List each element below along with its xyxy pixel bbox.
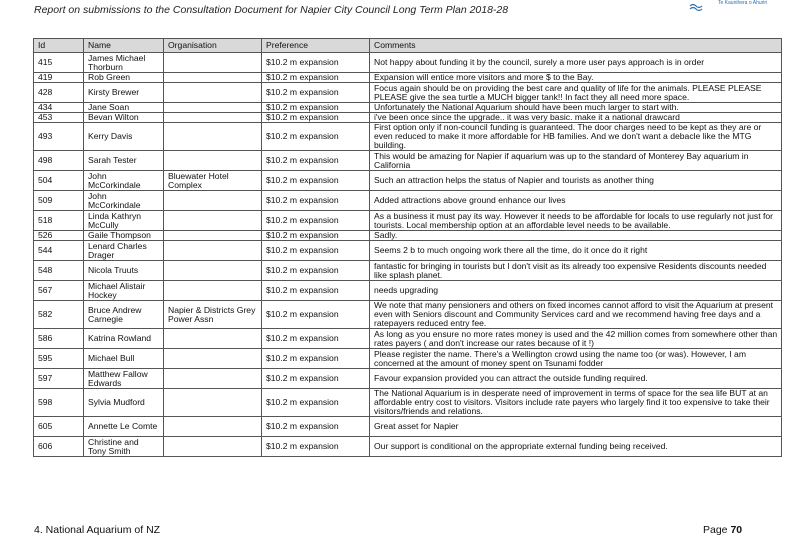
cell-comment: Favour expansion provided you can attract the outside funding required. xyxy=(370,369,782,389)
cell-comment: Added attractions above ground enhance our lives xyxy=(370,191,782,211)
cell-comment: Focus again should be on providing the best care and quality of life for the animals. PLEASE PLEASE PLEASE give the sea turtle a MUCH bigger tank!! In fact they all need more space. xyxy=(370,83,782,103)
table-row xyxy=(34,437,782,457)
cell-name: Linda Kathryn McCully xyxy=(84,211,164,231)
cell-id: 434 xyxy=(34,103,84,113)
cell-organisation xyxy=(164,417,262,437)
column-header-name: Name xyxy=(84,39,164,53)
cell-preference: $10.2 m expansion xyxy=(262,191,370,211)
cell-organisation xyxy=(164,123,262,151)
cell-name: Sarah Tester xyxy=(84,151,164,171)
cell-id: 597 xyxy=(34,369,84,389)
table-row xyxy=(34,261,782,281)
cell-id: 498 xyxy=(34,151,84,171)
cell-organisation xyxy=(164,369,262,389)
cell-name: Gaile Thompson xyxy=(84,231,164,241)
column-header-comments: Comments xyxy=(370,39,782,53)
cell-preference: $10.2 m expansion xyxy=(262,123,370,151)
cell-id: 605 xyxy=(34,417,84,437)
table-row xyxy=(34,281,782,301)
cell-organisation xyxy=(164,191,262,211)
cell-comment: Great asset for Napier xyxy=(370,417,782,437)
cell-name: Kirsty Brewer xyxy=(84,83,164,103)
cell-comment: fantastic for bringing in tourists but I don't visit as its already too expensive Residents discounts needed like splash planet. xyxy=(370,261,782,281)
cell-organisation xyxy=(164,113,262,123)
cell-name: John McCorkindale xyxy=(84,191,164,211)
page-header-title: Report on submissions to the Consultation Document for Napier City Council Long Term Plan 2018-28 xyxy=(34,4,509,16)
cell-preference: $10.2 m expansion xyxy=(262,151,370,171)
cell-preference: $10.2 m expansion xyxy=(262,329,370,349)
cell-organisation xyxy=(164,241,262,261)
cell-name: Bruce Andrew Carnegie xyxy=(84,301,164,329)
cell-id: 548 xyxy=(34,261,84,281)
table-row xyxy=(34,73,782,83)
table-row xyxy=(34,53,782,73)
table-row xyxy=(34,389,782,417)
page-number: 70 xyxy=(730,524,743,536)
cell-comment: The National Aquarium is in desperate need of improvement in terms of space for the sea life BUT at an affordable entry cost to visitors. Visitors include rate payers who largely find it too expensive to take their visitors/friends and relations. xyxy=(370,389,782,417)
cell-preference: $10.2 m expansion xyxy=(262,369,370,389)
cell-organisation xyxy=(164,53,262,73)
cell-comment: Unfortunately the National Aquarium should have been much larger to start with. xyxy=(370,103,782,113)
cell-name: Matthew Fallow Edwards xyxy=(84,369,164,389)
cell-id: 598 xyxy=(34,389,84,417)
cell-name: Lenard Charles Drager xyxy=(84,241,164,261)
cell-preference: $10.2 m expansion xyxy=(262,301,370,329)
page-label: Page xyxy=(703,524,728,536)
column-header-preference: Preference xyxy=(262,39,370,53)
logo-text: Te Kaunihera o Ahuriri xyxy=(718,0,768,6)
cell-comment: As a business it must pay its way. However it needs to be affordable for locals to use regularly not just for tourists. Local membership option at an affordable level needs to be available. xyxy=(370,211,782,231)
table-header-row xyxy=(34,39,782,53)
cell-preference: $10.2 m expansion xyxy=(262,53,370,73)
cell-organisation: Bluewater Hotel Complex xyxy=(164,171,262,191)
cell-name: Annette Le Comte xyxy=(84,417,164,437)
cell-comment: Not happy about funding it by the council, surely a more user pays approach is in order xyxy=(370,53,782,73)
cell-preference: $10.2 m expansion xyxy=(262,171,370,191)
cell-organisation xyxy=(164,437,262,457)
cell-organisation xyxy=(164,389,262,417)
cell-id: 595 xyxy=(34,349,84,369)
cell-comment: Sadly. xyxy=(370,231,782,241)
cell-id: 518 xyxy=(34,211,84,231)
cell-comment: Seems 2 b to much ongoing work there all the time, do it once do it right xyxy=(370,241,782,261)
cell-id: 526 xyxy=(34,231,84,241)
cell-organisation xyxy=(164,261,262,281)
cell-preference: $10.2 m expansion xyxy=(262,211,370,231)
cell-id: 428 xyxy=(34,83,84,103)
cell-comment: Expansion will entice more visitors and more $ to the Bay. xyxy=(370,73,782,83)
cell-preference: $10.2 m expansion xyxy=(262,73,370,83)
cell-id: 544 xyxy=(34,241,84,261)
column-header-organisation: Organisation xyxy=(164,39,262,53)
cell-organisation xyxy=(164,211,262,231)
cell-id: 582 xyxy=(34,301,84,329)
cell-name: Michael Bull xyxy=(84,349,164,369)
cell-id: 419 xyxy=(34,73,84,83)
cell-preference: $10.2 m expansion xyxy=(262,241,370,261)
cell-name: James Michael Thorburn xyxy=(84,53,164,73)
table-row xyxy=(34,83,782,103)
cell-organisation xyxy=(164,83,262,103)
cell-comment: Our support is conditional on the appropriate external funding being received. xyxy=(370,437,782,457)
cell-name: Katrina Rowland xyxy=(84,329,164,349)
cell-comment: We note that many pensioners and others on fixed incomes cannot afford to visit the Aquarium at present even with Seniors discount and Community Services card and we recommend having free days and a ratepayers reduced entry fee. xyxy=(370,301,782,329)
cell-preference: $10.2 m expansion xyxy=(262,83,370,103)
cell-comment: Please register the name. There's a Wellington crowd using the name too (or was). However, I am concerned at the amount of money spent on Tsunami fodder xyxy=(370,349,782,369)
cell-organisation xyxy=(164,329,262,349)
table-row xyxy=(34,211,782,231)
cell-name: John McCorkindale xyxy=(84,171,164,191)
cell-id: 586 xyxy=(34,329,84,349)
cell-preference: $10.2 m expansion xyxy=(262,103,370,113)
cell-organisation: Napier & Districts Grey Power Assn xyxy=(164,301,262,329)
cell-name: Kerry Davis xyxy=(84,123,164,151)
table-row xyxy=(34,417,782,437)
table-row xyxy=(34,329,782,349)
table-row xyxy=(34,113,782,123)
table-row xyxy=(34,191,782,211)
cell-comment: As long as you ensure no more rates money is used and the 42 million comes from somewhere other than rates payers ( and don't increase our rates because of it !) xyxy=(370,329,782,349)
cell-comment: This would be amazing for Napier if aquarium was up to the standard of Monterey Bay aquarium in California xyxy=(370,151,782,171)
table-row xyxy=(34,171,782,191)
cell-comment: First option only if non-council funding is guaranteed. The door charges need to be kept as they are or even reduced to make it more affordable for HB families. And we don't want a debacle like the MTG building. xyxy=(370,123,782,151)
cell-id: 567 xyxy=(34,281,84,301)
cell-id: 504 xyxy=(34,171,84,191)
table-row xyxy=(34,301,782,329)
cell-name: Sylvia Mudford xyxy=(84,389,164,417)
footer-section: 4. National Aquarium of NZ xyxy=(34,524,161,536)
cell-organisation xyxy=(164,231,262,241)
table-row xyxy=(34,103,782,113)
cell-comment: needs upgrading xyxy=(370,281,782,301)
cell-organisation xyxy=(164,73,262,83)
cell-id: 415 xyxy=(34,53,84,73)
cell-organisation xyxy=(164,281,262,301)
cell-preference: $10.2 m expansion xyxy=(262,231,370,241)
cell-name: Michael Alistair Hockey xyxy=(84,281,164,301)
cell-organisation xyxy=(164,103,262,113)
footer-page xyxy=(703,524,742,536)
cell-name: Jane Soan xyxy=(84,103,164,113)
cell-comment: Such an attraction helps the status of Napier and tourists as another thing xyxy=(370,171,782,191)
table-row xyxy=(34,151,782,171)
cell-preference: $10.2 m expansion xyxy=(262,417,370,437)
cell-comment: i've been once since the upgrade.. it was very basic. make it a national drawcard xyxy=(370,113,782,123)
submissions-table xyxy=(33,38,782,457)
cell-preference: $10.2 m expansion xyxy=(262,261,370,281)
cell-preference: $10.2 m expansion xyxy=(262,389,370,417)
table-row xyxy=(34,369,782,389)
table-row xyxy=(34,231,782,241)
cell-organisation xyxy=(164,349,262,369)
cell-name: Bevan Wilton xyxy=(84,113,164,123)
cell-name: Nicola Truuts xyxy=(84,261,164,281)
table-row xyxy=(34,349,782,369)
table-row xyxy=(34,241,782,261)
table-row xyxy=(34,123,782,151)
cell-id: 453 xyxy=(34,113,84,123)
cell-preference: $10.2 m expansion xyxy=(262,113,370,123)
cell-preference: $10.2 m expansion xyxy=(262,281,370,301)
cell-name: Christine and Tony Smith xyxy=(84,437,164,457)
cell-name: Rob Green xyxy=(84,73,164,83)
column-header-id: Id xyxy=(34,39,84,53)
cell-organisation xyxy=(164,151,262,171)
cell-id: 493 xyxy=(34,123,84,151)
cell-preference: $10.2 m expansion xyxy=(262,437,370,457)
cell-id: 509 xyxy=(34,191,84,211)
cell-id: 606 xyxy=(34,437,84,457)
cell-preference: $10.2 m expansion xyxy=(262,349,370,369)
